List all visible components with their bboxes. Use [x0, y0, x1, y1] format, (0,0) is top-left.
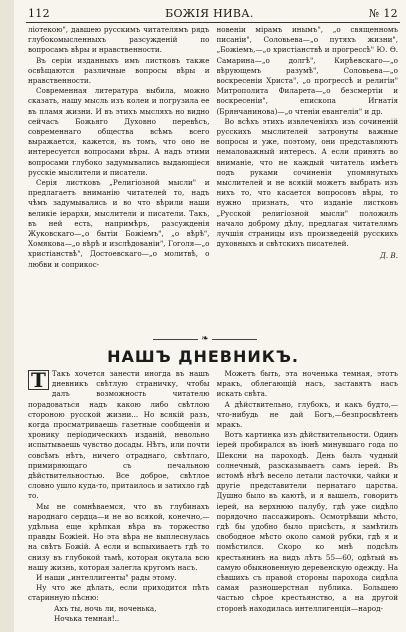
paragraph: Въ серіи изданныхъ имъ листковъ также освѣщаются различные вопросы вѣры и нравственности.	[28, 55, 210, 86]
page-header	[28, 4, 398, 22]
paragraph: новеніи мірамъ инымъ", „о священномъ писаніи", Соловьева—„о путяхъ жизни", „Божіемъ,—„о христіанствѣ и прогрессѣ" Ю. Ѳ. Самарина—„о долгѣ", Кирѣевскаго—„о вѣрующемъ разумѣ", Соловьева—„о воскресеніи Христа", „о прогрессѣ и религіи" Митрополита Филарета—„о безсмертіи и воскресеніи", епископа Игнатія (Брянчанинова)—„о чтеніи евангелія" и др.	[216, 25, 398, 116]
paragraph: А дѣйствительно, глубокъ, и какъ будто,—что-нибудь не дай Богъ,—безпросвѣтенъ мракъ.	[216, 399, 398, 430]
paragraph: Серія листковъ „Религіозной мысли" и предлагаетъ вниманію читателей то, надъ чѣмъ задумывались и во что вѣрили наши великіе іерархи, мыслители и писатели. Такъ, въ ней есть, напримѣръ, разсужденія Жуковскаго—„о бытіи Божіемъ", „о вѣрѣ", Хомякова—„о вѣрѣ и изслѣдованіи", Гоголя—„о христіанствѣ", Достоевскаго—„о молитвѣ, о любви и соприкос-	[28, 178, 210, 269]
section-title: НАШЪ ДНЕВНИКЪ.	[107, 347, 299, 366]
issue-number: № 12	[368, 6, 398, 20]
top-left-column	[28, 25, 210, 327]
ornament-line-left	[153, 339, 198, 340]
top-columns	[28, 25, 398, 327]
paragraph: Мы не сомнѣваемся, что въ глубинахъ народнаго сердца—и не во всякой, конечно,—удѣльна еще крѣпкая вѣра въ торжество правды Божіей. Но эта вѣра не выплеснулась на свѣтъ Божій. А если и вспыхиваетъ гдѣ то снизу въ глубокой тьмѣ, которая окутала всю нашу жизнь, которая залегла кругомъ насъ.	[28, 501, 210, 572]
top-right-column	[217, 25, 399, 327]
paragraph-with-dropcap	[28, 369, 210, 502]
ornament-glyph-icon: ❧	[201, 334, 209, 344]
poem-line: Ночька темная!..	[54, 613, 120, 623]
paragraph: Ну что же дѣлать, если приходится пѣть старинную пѣсню:	[28, 583, 210, 603]
drop-cap: Т	[28, 370, 49, 390]
journal-title: БОЖІЯ НИВА.	[165, 6, 254, 20]
signature: Д. В.	[380, 251, 398, 261]
paragraph: Можетъ быть, эта ноченька темная, этотъ мракъ, облегающій насъ, заставятъ насъ искать свѣта.	[216, 369, 398, 399]
paragraph: Вотъ картинка изъ дѣйствительности. Одинъ іерей пробирался въ іюнѣ минувшаго года по Шексни на пароходѣ. День былъ чудный солнечный, разсказываетъ самъ іерей. Въ истомѣ нѣгѣ весело летали ласточки, чайки и другіе представители пернатаго царства. Душно было въ каютѣ, и я вышелъ, говоритъ іерей, на верхнюю палубу, гдѣ уже сидѣло порядочно пассажировъ. Осмотрѣвши мѣсто, гдѣ бы удобно было присѣсть, я замѣтилъ свободное мѣсто около самой рубки, гдѣ я и помѣстился. Скоро ко мнѣ подсѣлъ крестьянинъ на видъ лѣтъ 55—60, одѣтый въ самую обыкновенную деревенскую одежду. На сѣвшихъ съ правой стороны парохода сидѣла самая разношерстная публика. Большею частью сѣрое крестьянство, а на другой сторонѣ находилась интеллигенція—народ-	[216, 430, 398, 613]
header-rule	[26, 22, 400, 23]
paragraph: Современная литература выбила, можно сказать, нашу мысль изъ колеи и погрузила ее въ пламя жизни. И въ этихъ мысляхъ но видно сейчасъ Божьяго Духовно перевѣсъ, современнаго общества всѣмъ всего выражается, кажется, въ томъ, что оно не интересуется вопросами вѣры. А надъ этими вопросами глубоко задумывались выдающіеся русскіе мыслители и писатели.	[28, 86, 210, 177]
bottom-left-column	[28, 369, 210, 631]
poem-line: Ахъ ты, ночь ли, ноченька,	[54, 603, 157, 613]
page-left-edge	[0, 0, 14, 632]
page-number: 112	[28, 6, 50, 20]
paragraph-text: Такъ хочется занести иногда въ нашъ дневникъ свѣтлую страничку, чтобы далъ возможность читателю порадоваться надъ какою либо свѣтлою стороною русской жизни... Но всякій разъ, когда просматриваешь газетные сообщенія и хронику періодическихъ изданій, невольно испытываешь чувство досады. Нѣтъ, или почти совсѣмъ нѣтъ, ничего отраднаго, свѣтлаго, примиряющаго съ печальною дѣйствительностью. Все доброе, свѣтлое словно ушло куда-то, притаилось и затихло гдѣ то.	[28, 369, 210, 501]
ornament-line-right	[212, 339, 257, 340]
bottom-right-column	[217, 369, 399, 631]
paragraph: И наши „интеллигенты" рады этому.	[36, 573, 177, 583]
paragraph: Во всѣхъ этихъ извлеченіяхъ изъ сочиненій русскихъ мыслителей затронуты важные вопросы и уже, поэтому, они представляютъ немаловажный интересъ. А если принять во вниманіе, что не каждый читатель имѣетъ подъ руками сочиненія упомянутыхъ мыслителей и не всякій можетъ выбрать изъ нихъ то, что касается вопросовъ вѣры, то нужно признать, что изданіе листковъ „Русской религіозной мысли" положилъ начало доброму дѣлу, предлагая читателямъ лучшія страницы изъ произведеній русскихъ духовныхъ и свѣтскихъ писателей.	[216, 116, 398, 249]
bottom-columns	[28, 369, 398, 631]
paragraph: ліотекою", давшею русскимъ читателямъ рядъ глубокомысленныхъ разсужденій по вопросамъ вѣры и нравственности.	[28, 25, 210, 55]
section-ornament	[150, 333, 260, 345]
